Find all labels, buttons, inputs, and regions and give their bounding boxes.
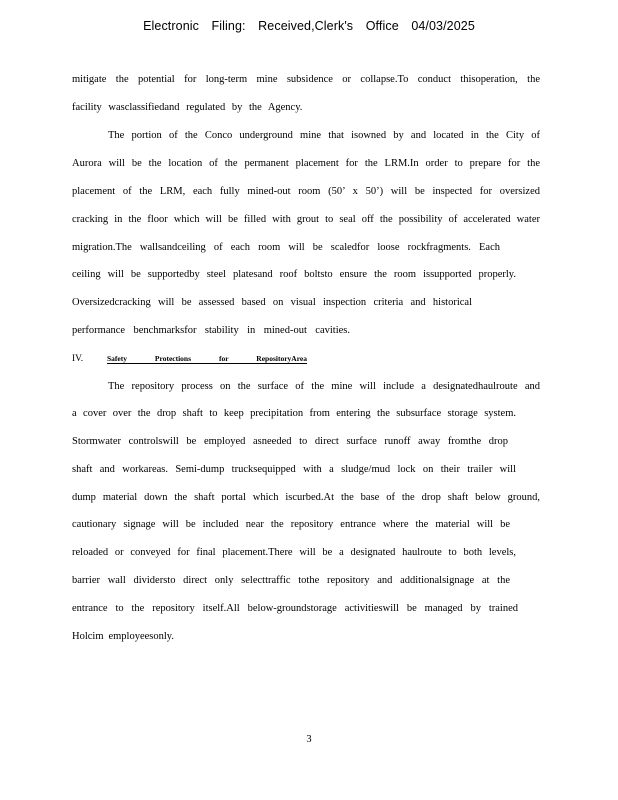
text-line: migration.The wallsandceiling of each room will be scaledfor loose rockfragments. Each — [72, 242, 500, 253]
electronic-filing-stamp: Electronic Filing: Received,Clerk's Office 04/03/2025 — [143, 19, 475, 33]
text-line: The portion of the Conco underground mine that isowned by and located in the City of — [108, 130, 540, 141]
text-line: ceiling will be supportedby steel platesand roof boltsto ensure the room issupported properly. — [72, 269, 516, 280]
section-title-underline — [107, 363, 307, 364]
text-line: Oversizedcracking will be assessed based on visual inspection criteria and historical — [72, 297, 472, 308]
text-line: performance benchmarksfor stability in mined-out cavities. — [72, 325, 350, 336]
text-line: cautionary signage will be included near the repository entrance where the material will be — [72, 519, 510, 530]
text-line: barrier wall dividersto direct only selecttraffic tothe repository and additionalsignage at the — [72, 575, 510, 586]
text-line: facility wasclassifiedand regulated by the Agency. — [72, 102, 303, 113]
text-line: Aurora will be the location of the permanent placement for the LRM.In order to prepare for the — [72, 158, 540, 169]
text-line: Stormwater controlswill be employed asneeded to direct surface runoff away fromthe drop — [72, 436, 508, 447]
text-line: shaft and workareas. Semi-dump trucksequipped with a sludge/mud lock on their trailer will — [72, 464, 516, 475]
text-line: dump material down the shaft portal which iscurbed.At the base of the drop shaft below ground, — [72, 492, 540, 503]
text-line: a cover over the drop shaft to keep precipitation from entering the subsurface storage system. — [72, 408, 516, 419]
section-number: IV. — [72, 354, 84, 364]
text-line: mitigate the potential for long-term mine subsidence or collapse.To conduct thisoperation, the — [72, 74, 540, 85]
text-line: reloaded or conveyed for final placement.There will be a designated haulroute to both levels, — [72, 547, 516, 558]
page-number: 3 — [306, 734, 312, 745]
section-title: Safety Protections for RepositoryArea — [107, 354, 307, 363]
text-line: placement of the LRM, each fully mined-out room (50’ x 50’) will be inspected for oversized — [72, 186, 540, 197]
text-line: entrance to the repository itself.All below-groundstorage activitieswill be managed by trained — [72, 603, 518, 614]
text-line: Holcim employeesonly. — [72, 631, 174, 642]
section-heading — [72, 352, 312, 366]
text-line: cracking in the floor which will be filled with grout to seal off the possibility of accelerated water — [72, 214, 540, 225]
text-line: The repository process on the surface of the mine will include a designatedhaulroute and — [108, 381, 540, 392]
